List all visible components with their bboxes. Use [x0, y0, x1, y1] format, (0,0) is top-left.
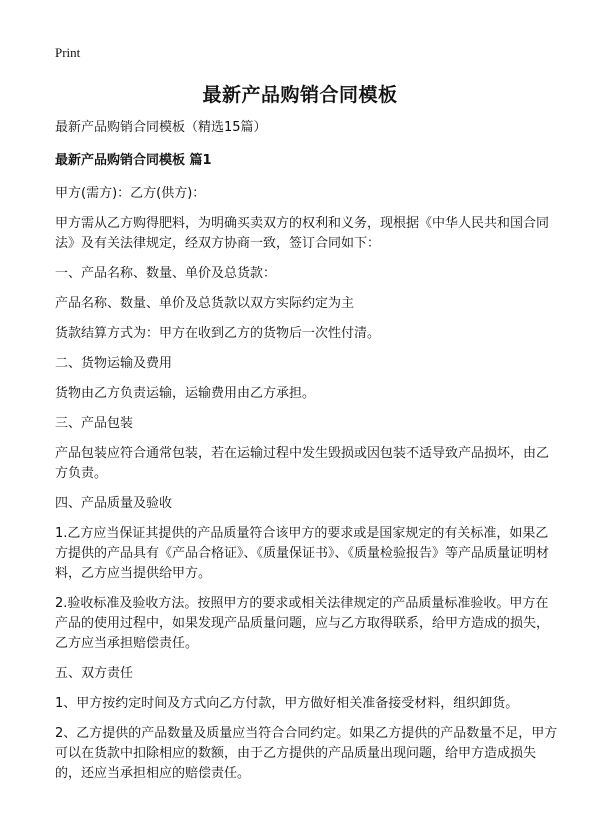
parties-line: 甲方(需方)：乙方(供方)：: [55, 186, 206, 201]
section-heading: 最新产品购销合同模板 篇1: [55, 153, 212, 168]
clause-paragraph: 货物由乙方负责运输，运输费用由乙方承担。: [55, 386, 316, 401]
clause-heading-1: 一、产品名称、数量、单价及总货款：: [55, 266, 277, 281]
clause-paragraph: 2.验收标准及验收方法。按照甲方的要求或相关法律规定的产品质量标准验收。甲方在产品的使用过程中，如果发现产品质量问题，应与乙方取得联系，给甲方造成的损失，乙方应当承担赔偿责任。: [55, 596, 550, 651]
document-body: [55, 118, 560, 794]
clause-heading-2: 二、货物运输及费用: [55, 356, 173, 371]
clause-heading-5: 五、双方责任: [55, 666, 134, 681]
clause-paragraph: 1、甲方按约定时间及方式向乙方付款，甲方做好相关准备接受材料，组织卸货。: [55, 696, 519, 711]
clause-heading-3: 三、产品包装: [55, 416, 134, 431]
clause-paragraph: 货款结算方式为：甲方在收到乙方的货物后一次性付清。: [55, 326, 381, 341]
clause-paragraph: 1.乙方应当保证其提供的产品质量符合该甲方的要求或是国家规定的有关标准，如果乙方提供的产品具有《产品合格证》、《质量保证书》、《质量检验报告》等产品质量证明材料，乙方应当提供给甲方。: [55, 526, 550, 581]
clause-paragraph: 2、乙方提供的产品数量及质量应当符合合同约定。如果乙方提供的产品数量不足，甲方可以在货款中扣除相应的数额，由于乙方提供的产品质量出现问题，给甲方造成损失的，还应当承担相应的赔偿责任。: [55, 726, 558, 781]
document-title: 最新产品购销合同模板: [202, 84, 398, 106]
document-subtitle: 最新产品购销合同模板（精选15篇）: [55, 120, 267, 135]
print-link[interactable]: Print: [55, 45, 81, 60]
preamble-paragraph: 甲方需从乙方购得肥料，为明确买卖双方的权利和义务，现根据《中华人民共和国合同法》及有关法律规定，经双方协商一致，签订合同如下：: [55, 216, 550, 251]
clause-paragraph: 产品名称、数量、单价及总货款以双方实际约定为主: [55, 296, 355, 311]
clause-paragraph: 产品包装应符合通常包装，若在运输过程中发生毁损或因包装不适导致产品损坏，由乙方负责。: [55, 446, 550, 481]
clause-heading-4: 四、产品质量及验收: [55, 496, 173, 511]
